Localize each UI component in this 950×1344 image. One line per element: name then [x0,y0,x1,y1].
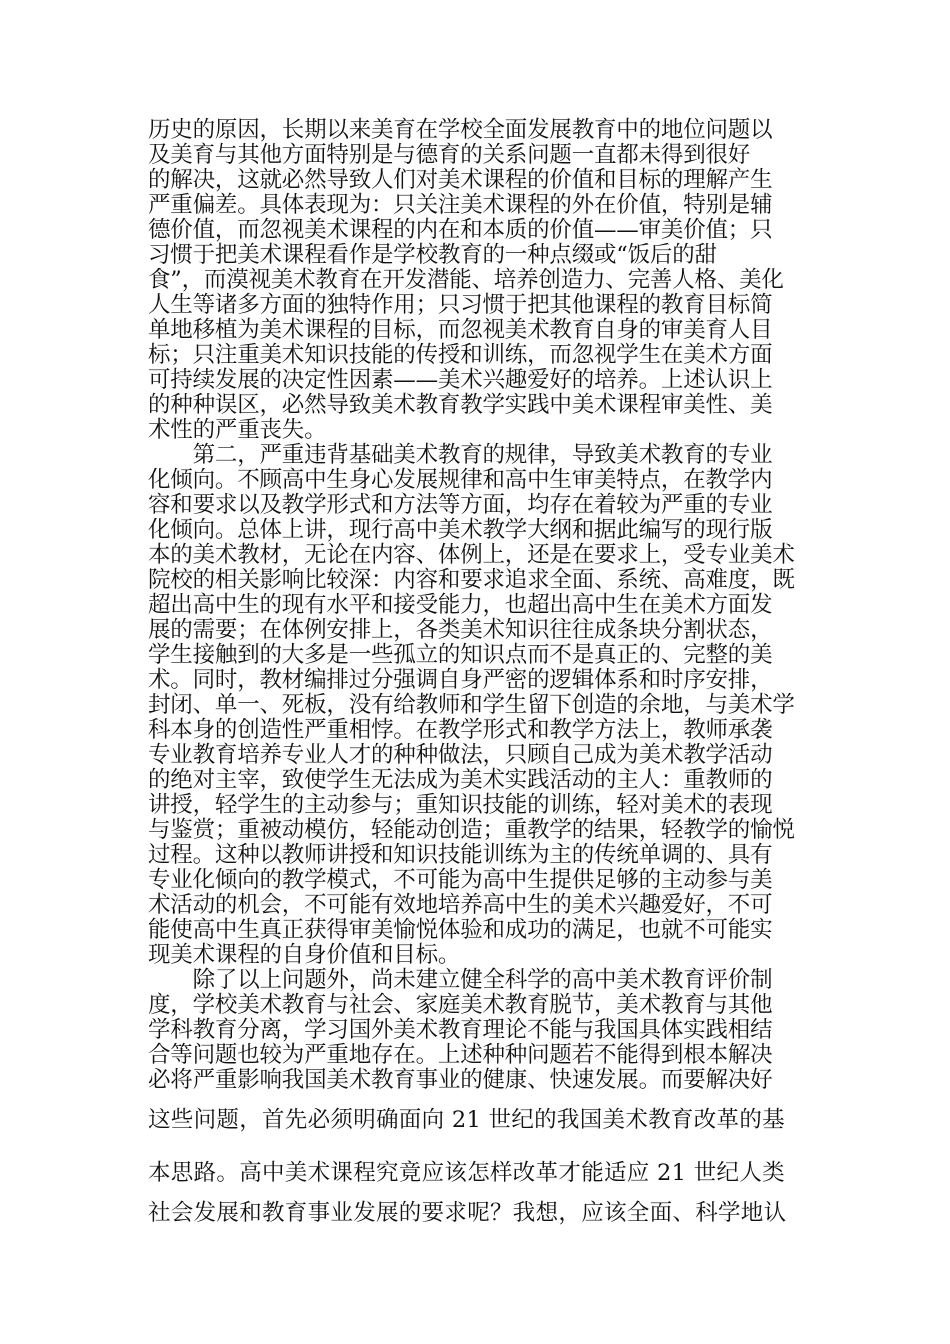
text-line: 及美育与其他方面特别是与德育的关系问题一直都未得到很好 [148,142,751,168]
text-line: 学科教育分离，学习国外美术教育理论不能与我国具体实践相结 [148,1017,773,1043]
text-line: 学生接触到的大多是一些孤立的知识点而不是真正的、完整的美 [148,642,773,668]
text-line: 这些问题，首先必须明确面向 21 世纪的我国美术教育改革的基 [148,1107,785,1133]
text-line: 的绝对主宰，致使学生无法成为美术实践活动的主人：重教师的 [148,767,773,793]
text-line: 超出高中生的现有水平和接受能力，也超出高中生在美术方面发 [148,592,773,618]
paragraph-start-line: 除了以上问题外，尚未建立健全科学的高中美术教育评价制 [148,967,773,993]
text-line: 与鉴赏；重被动模仿，轻能动创造；重教学的结果，轻教学的愉悦 [148,817,795,843]
text-line: 严重偏差。具体表现为：只关注美术课程的外在价值，特别是辅 [148,192,773,218]
text-line: 容和要求以及教学形式和方法等方面，均存在着较为严重的专业 [148,492,773,518]
text-line: 本思路。高中美术课程究竟应该怎样改革才能适应 21 世纪人类 [148,1160,785,1186]
text-line: 现美术课程的自身价值和目标。 [148,942,461,968]
text-line: 术性的严重丧失。 [148,417,327,443]
text-line: 单地移植为美术课程的目标，而忽视美术教育自身的审美育人目 [148,317,773,343]
text-line: 化倾向。总体上讲，现行高中美术教学大纲和据此编写的现行版 [148,517,773,543]
text-line: 化倾向。不顾高中生身心发展规律和高中生审美特点，在教学内 [148,467,773,493]
text-line: 德价值，而忽视美术课程的内在和本质的价值——审美价值；只 [148,217,773,243]
text-line: 讲授，轻学生的主动参与；重知识技能的训练，轻对美术的表现 [148,792,773,818]
text-line: 专业教育培养专业人才的种种做法，只顾自己成为美术教学活动 [148,742,773,768]
text-line: 的种种误区，必然导致美术教育教学实践中美术课程审美性、美 [148,392,773,418]
body-text [148,118,808,1093]
text-line: 必将严重影响我国美术教育事业的健康、快速发展。而要解决好 [148,1067,773,1093]
paragraph-start-line: 第二，严重违背基础美术教育的规律，导致美术教育的专业 [148,442,773,468]
text-line: 标；只注重美术知识技能的传授和训练，而忽视学生在美术方面 [148,342,773,368]
text-line: 可持续发展的决定性因素——美术兴趣爱好的培养。上述认识上 [148,367,773,393]
text-line: 食”，而漠视美术教育在开发潜能、培养创造力、完善人格、美化 [148,267,784,293]
text-line: 合等问题也较为严重地存在。上述种种问题若不能得到根本解决 [148,1042,773,1068]
text-line: 术活动的机会，不可能有效地培养高中生的美术兴趣爱好，不可 [148,892,773,918]
text-line: 的解决，这就必然导致人们对美术课程的价值和目标的理解产生 [148,167,773,193]
text-line: 度，学校美术教育与社会、家庭美术教育脱节，美术教育与其他 [148,992,773,1018]
text-line: 历史的原因，长期以来美育在学校全面发展教育中的地位问题以 [148,117,773,143]
text-line: 过程。这种以教师讲授和知识技能训练为主的传统单调的、具有 [148,842,773,868]
text-line: 习惯于把美术课程看作是学校教育的一种点缀或“饭后的甜 [148,242,717,268]
text-line: 科本身的创造性严重相悖。在教学形式和教学方法上，教师承袭 [148,717,773,743]
text-line: 术。同时，教材编排过分强调自身严密的逻辑体系和时序安排， [148,667,773,693]
text-line: 本的美术教材，无论在内容、体例上，还是在要求上，受专业美术 [148,542,795,568]
text-line: 能使高中生真正获得审美愉悦体验和成功的满足，也就不可能实 [148,917,773,943]
text-line: 院校的相关影响比较深：内容和要求追求全面、系统、高难度，既 [148,567,795,593]
text-line: 社会发展和教育事业发展的要求呢？我想，应该全面、科学地认 [148,1200,787,1226]
text-line: 人生等诸多方面的独特作用；只习惯于把其他课程的教育目标简 [148,292,773,318]
text-line: 展的需要；在体例安排上，各类美术知识往往成条块分割状态， [148,617,773,643]
text-line: 封闭、单一、死板，没有给教师和学生留下创造的余地，与美术学 [148,692,795,718]
text-line: 专业化倾向的教学模式，不可能为高中生提供足够的主动参与美 [148,867,773,893]
